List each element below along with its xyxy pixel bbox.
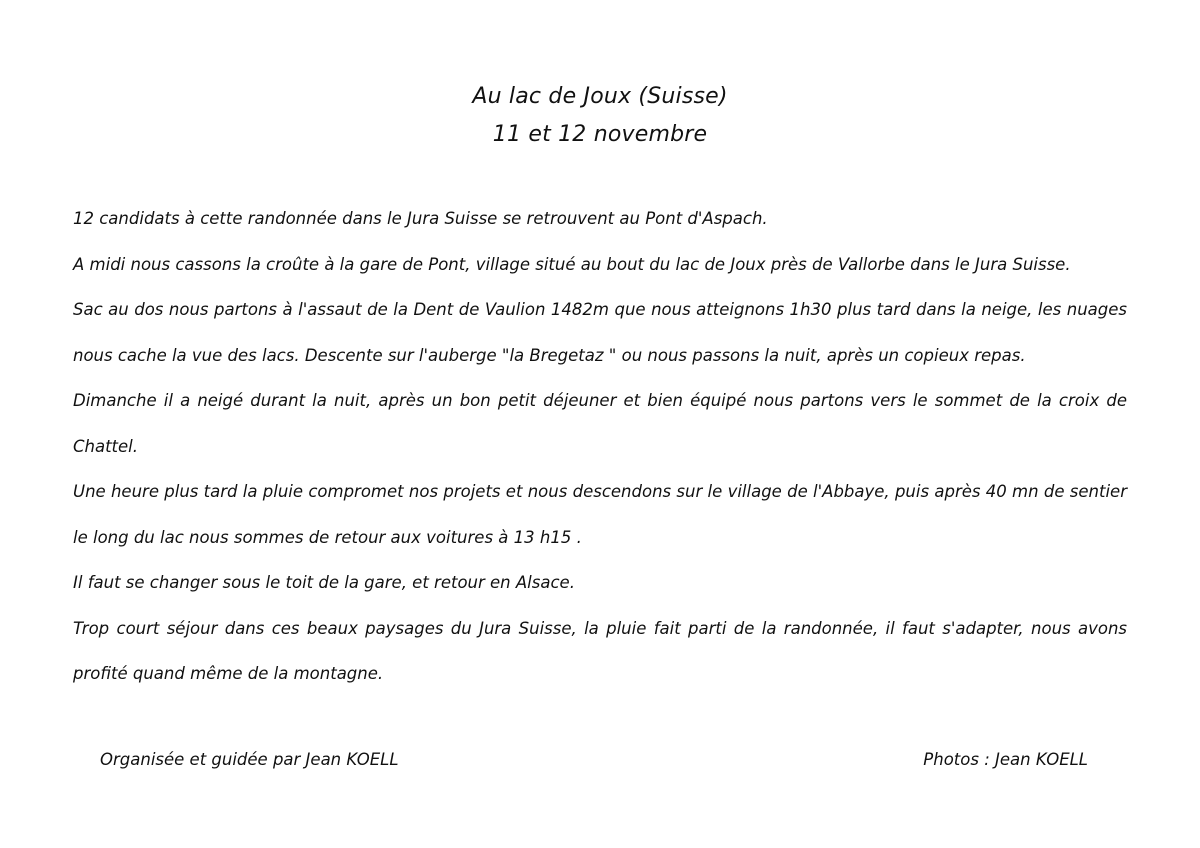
page-date: 11 et 12 novembre (492, 122, 708, 147)
title-block (0, 78, 1200, 154)
paragraph: Trop court séjour dans ces beaux paysages du Jura Suisse, la pluie fait parti de la randonnée, il faut s'adapter, nous avons profité quand même de la montagne. (73, 618, 1127, 683)
paragraph: Dimanche il a neigé durant la nuit, après un bon petit déjeuner et bien équipé nous partons vers le sommet de la croix de Chattel. (73, 391, 1127, 456)
paragraph: 12 candidats à cette randonnée dans le Jura Suisse se retrouvent au Pont d'Aspach. (73, 209, 768, 228)
organizer-credit: Organisée et guidée par Jean KOELL (100, 750, 399, 769)
page-title: Au lac de Joux (Suisse) (472, 84, 728, 109)
body-text (73, 196, 1127, 697)
paragraph: Il faut se changer sous le toit de la gare, et retour en Alsace. (73, 573, 575, 592)
paragraph: Sac au dos nous partons à l'assaut de la Dent de Vaulion 1482m que nous atteignons 1h30 plus tard dans la neige, les nuages nous cache la vue des lacs. Descente sur l'auberge "la Bregetaz " ou nous passons la nuit, après un copieux repas. (73, 300, 1127, 365)
paragraph: Une heure plus tard la pluie compromet nos projets et nous descendons sur le village de l'Abbaye, puis après 40 mn de sentier le long du lac nous sommes de retour aux voitures à 13 h15 . (73, 482, 1127, 547)
photo-credit: Photos : Jean KOELL (923, 750, 1088, 769)
paragraph: A midi nous cassons la croûte à la gare de Pont, village situé au bout du lac de Joux près de Vallorbe dans le Jura Suisse. (73, 254, 1071, 274)
